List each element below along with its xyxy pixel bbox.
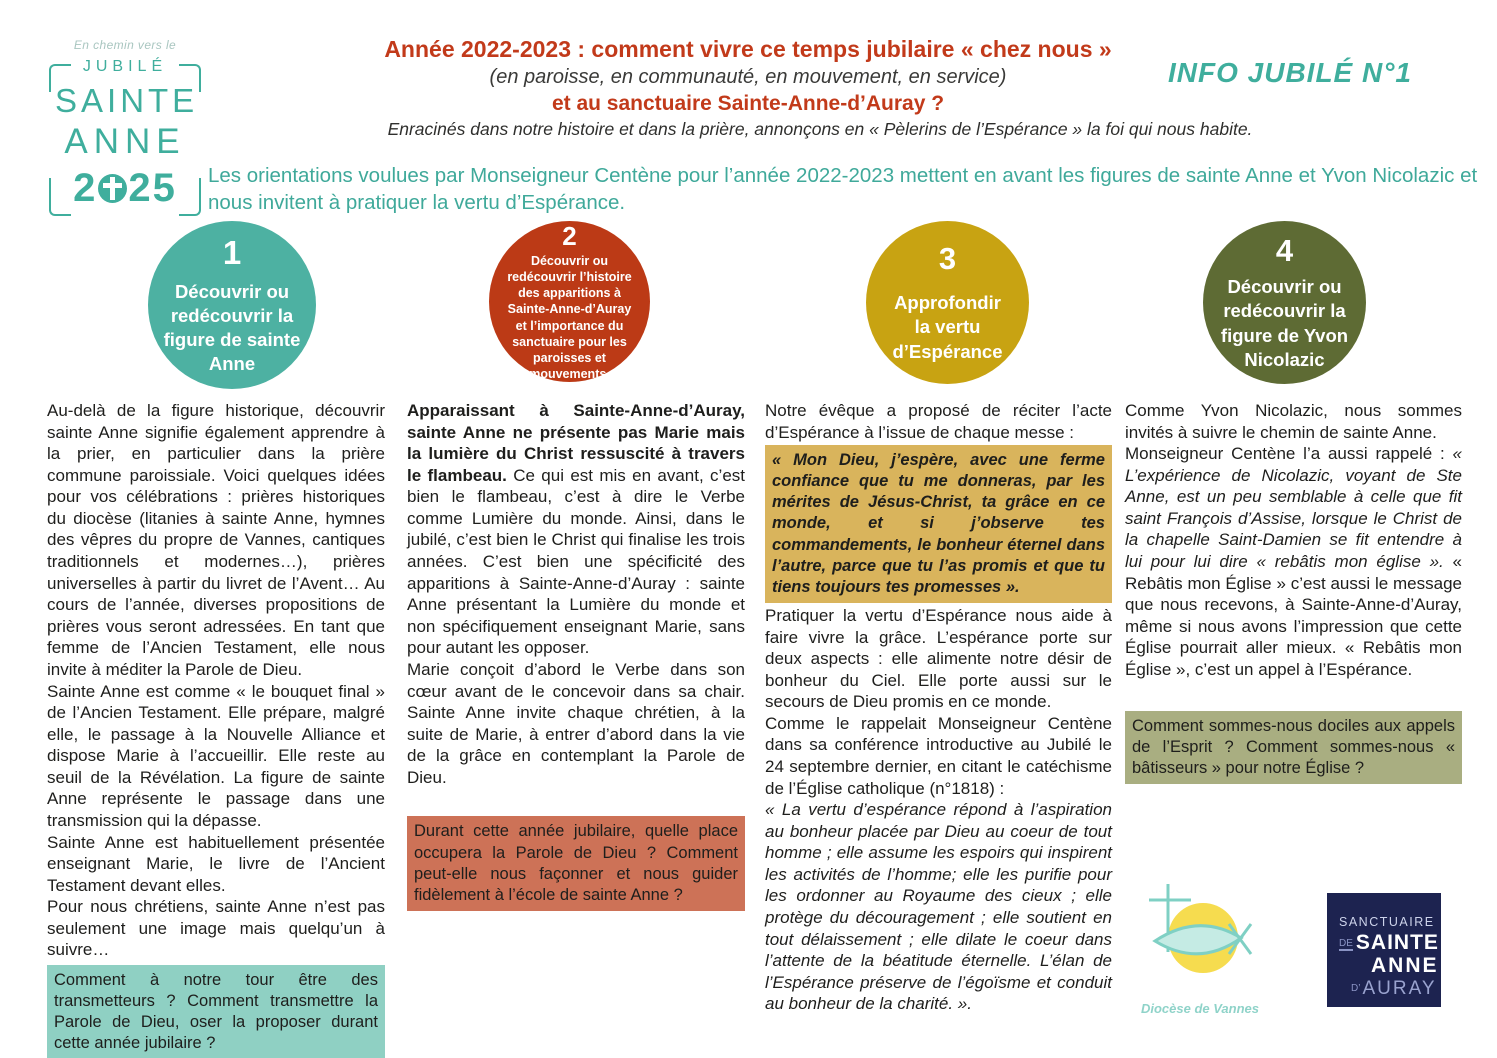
paragraph: Sainte Anne est habituellement présentée enseignant Marie, le livre de l’Ancient Testament devant elles. (47, 832, 385, 895)
column-esperance (765, 400, 1112, 1015)
paragraph: Comme le rappelait Monseigneur Centène dans sa conférence introductive au Jubilé le 24 septembre dernier, en citant le catéchisme de l’Église catholique (n°1818) : (765, 713, 1112, 798)
circle-3-number: 3 (938, 241, 957, 277)
diocese-caption: Diocèse de Vannes (1140, 1001, 1259, 1016)
circle-1-sainte-anne (148, 221, 316, 389)
header (358, 36, 1138, 116)
paragraph: Notre évêque a proposé de réciter l’acte d’Espérance à l’issue de chaque messe : (765, 401, 1112, 442)
sanctuaire-d: D’ (1351, 983, 1361, 994)
circle-2-number: 2 (562, 220, 577, 251)
paragraph (1125, 443, 1462, 680)
bracket-decoration (179, 64, 201, 92)
quote-italic: « L’expérience de Nicolazic, voyant de Ste Anne, est un peu semblable à celle que fit saint François d’Assise, lorsque le Christ de la chapelle Saint-Damien se fit entendre à lui pour lui dire « rebâtis mon église ». (1125, 444, 1462, 572)
bracket-decoration (49, 178, 71, 216)
paragraph: Marie conçoit d’abord le Verbe dans son cœur avant de le concevoir dans sa chair. Sainte Anne invite chaque chrétien, à la suite de Marie, à entrer d’abord dans la vie de la grâce en contemplant la Parole de Dieu. (407, 659, 745, 787)
circle-3-esperance (866, 221, 1029, 384)
logo-year-suffix: 25 (128, 166, 177, 210)
bracket-decoration (49, 64, 71, 92)
intro-paragraph: Les orientations voulues par Monseigneur Centène pour l’année 2022-2023 mettent en avant les figures de sainte Anne et Yvon Nicolazic et nous invitent à pratiquer la vertu d’Espérance. (208, 164, 1478, 215)
sanctuaire-line2 (1339, 931, 1439, 955)
sanctuaire-de: DE (1339, 938, 1353, 949)
paragraph-bold-lead: Apparaissant à Sainte-Anne-d’Auray, sainte Anne ne présente pas Marie mais la lumière du Christ ressuscité à travers le flambeau. (407, 401, 745, 485)
question-box-salmon: Durant cette année jubilaire, quelle place occupera la Parole de Dieu ? Comment peut-elle nous façonner et nous guider fidèlement à l’école de sainte Anne ? (407, 816, 745, 910)
logo-year-prefix: 2 (73, 166, 98, 210)
paragraph: Sainte Anne est comme « le bouquet final » de l’Ancien Testament. Elle prépare, malgré elle, le passage à la Nouvelle Alliance et dispose Marie à l’accueillir. Elle reste au seuil de la Révélation. La figure de sainte Anne représente le passage dans une transmission qui la dépasse. (47, 681, 385, 830)
paragraph: Comme Yvon Nicolazic, nous sommes invités à suivre le chemin de sainte Anne. (1125, 401, 1462, 442)
circle-1-number: 1 (222, 233, 242, 271)
catechism-quote: « La vertu d’espérance répond à l’aspiration au bonheur placée par Dieu au coeur de tout homme ; elle assume les espoirs qui inspirent les activités de l’homme; elle les purifie pour les ordonner au Royaume des cieux ; elle protège du découragement ; elle soutient en tout délaissement ; elle dilate le coeur dans l’attente de la béatitude éternelle. L’élan de l’Espérance préserve de l’égoïsme et conduit au bonheur de la charité. ». (765, 800, 1112, 1014)
column-apparitions (407, 400, 745, 911)
jubilee-sainte-anne-2025-logo (55, 38, 199, 211)
logo-year (55, 166, 195, 211)
column-sainte-anne (47, 400, 385, 1058)
circle-2-apparitions (489, 221, 650, 382)
diocese-de-vannes-logo (1140, 876, 1260, 1016)
sanctuaire-line1: SANCTUAIRE (1339, 915, 1435, 929)
paragraph (407, 400, 745, 659)
circle-4-label: Découvrir ou redécouvrir la figure de Yvon Nicolazic (1220, 276, 1349, 370)
column-nicolazic (1125, 400, 1462, 784)
paragraph-text: « Rebâtis mon Église » c’est aussi le message que nous recevons, à Sainte-Anne-d’Auray, même si nous avons l’impression que cette Église pourrait aller mieux. « Rebâtis mon Église », c’est un appel à l’Espérance. (1125, 552, 1462, 679)
diocese-fish-icon (1141, 876, 1259, 998)
paragraph: Pour nous chrétiens, sainte Anne n’est pas seulement une image mais quelqu’un à suivre… (47, 897, 385, 960)
circle-4-nicolazic (1203, 221, 1366, 384)
question-box-teal: Comment à notre tour être des transmetteurs ? Comment transmettre la Parole de Dieu, oser la proposer durant cette année jubilaire ? (47, 965, 385, 1058)
sanctuaire-sainte-anne-logo (1327, 893, 1441, 1007)
prayer-quote-box: « Mon Dieu, j’espère, avec une ferme confiance que tu me donneras, par les mérites de Jésus-Christ, ta grâce en ce monde, et si j’observe tes commandements, le bonheur éternel dans l’autre, parce que tu l’as promis et que tu tiens toujours tes promesses ». (765, 445, 1112, 603)
logo-kicker: En chemin vers le (73, 38, 177, 52)
sanctuaire-sainte: SAINTE (1355, 931, 1439, 954)
paragraph: Pratiquer la vertu d’Espérance nous aide à faire vivre la grâce. L’espérance porte sur deux aspects : elle alimente notre désir de bonheur du Ciel. Elle porte aussi sur le secours de Dieu promis en ce monde. (765, 605, 1112, 712)
paragraph: Au-delà de la figure historique, découvrir sainte Anne signifie également apprendre à la prier, en particulier dans la prière commune paroissiale. Voici quelques idées pour vos célébrations : prières historiques du diocèse (litanies à sainte Anne, hymnes des vêpres du propre de Vannes, cantiques traditionnels et modernes…), prières universelles à partir du livret de l’Avent… Au cours de l’année, diverses propositions de prières vous seront adressées. En tant que femme de l’Ancien Testament, elle nous invite à méditer la Parole de Dieu. (47, 401, 385, 679)
paragraph-text: Monseigneur Centène l’a aussi rappelé : (1125, 444, 1453, 464)
sanctuaire-auray: AURAY (1362, 978, 1437, 999)
page-title: Année 2022-2023 : comment vivre ce temps jubilaire « chez nous » (384, 36, 1112, 62)
sanctuaire-line4 (1339, 978, 1437, 1000)
logo-jubile: JUBILÉ (82, 58, 168, 75)
circle-4-number: 4 (1275, 233, 1294, 269)
paragraph-text: Ce qui est mis en avant, c’est bien le flambeau, c’est à dire le Verbe comme Lumière du monde. Ainsi, dans le jubilé, c’est bien le Christ qui finalise les trois années. C’est bien une spécificité des apparitions à Sainte-Anne-d’Auray : sainte Anne présentant la Lumière du monde et non spécifiquement enseignant Marie, sans pour autant les opposer. (407, 465, 745, 658)
page-subtitle: (en paroisse, en communauté, en mouvement, en service) (489, 66, 1007, 88)
logo-anne: ANNE (64, 122, 186, 161)
issue-label: INFO JUBILÉ N°1 (1168, 57, 1413, 88)
page-title-line3: et au sanctuaire Sainte-Anne-d’Auray ? (551, 92, 945, 115)
bracket-decoration (179, 178, 201, 216)
circle-1-label: Découvrir ou redécouvrir la figure de sainte Anne (163, 280, 301, 375)
cross-in-zero-icon (98, 174, 127, 203)
logo-sainte: SAINTE (55, 82, 199, 119)
circle-2-label: Découvrir ou redécouvrir l’histoire des apparitions à Sainte-Anne-d’Auray et l’importance du sanctuaire pour les paroisses et mouvements. (507, 253, 632, 382)
tagline: Enracinés dans notre histoire et dans la prière, annonçons en « Pèlerins de l’Espérance » la foi qui nous habite. (387, 119, 1253, 139)
circle-3-label: Approfondir la vertu d’Espérance (892, 292, 1003, 362)
question-box-olive: Comment sommes-nous dociles aux appels de l’Esprit ? Comment sommes-nous « bâtisseurs » pour notre Église ? (1125, 711, 1462, 784)
sanctuaire-anne: ANNE (1371, 954, 1439, 977)
